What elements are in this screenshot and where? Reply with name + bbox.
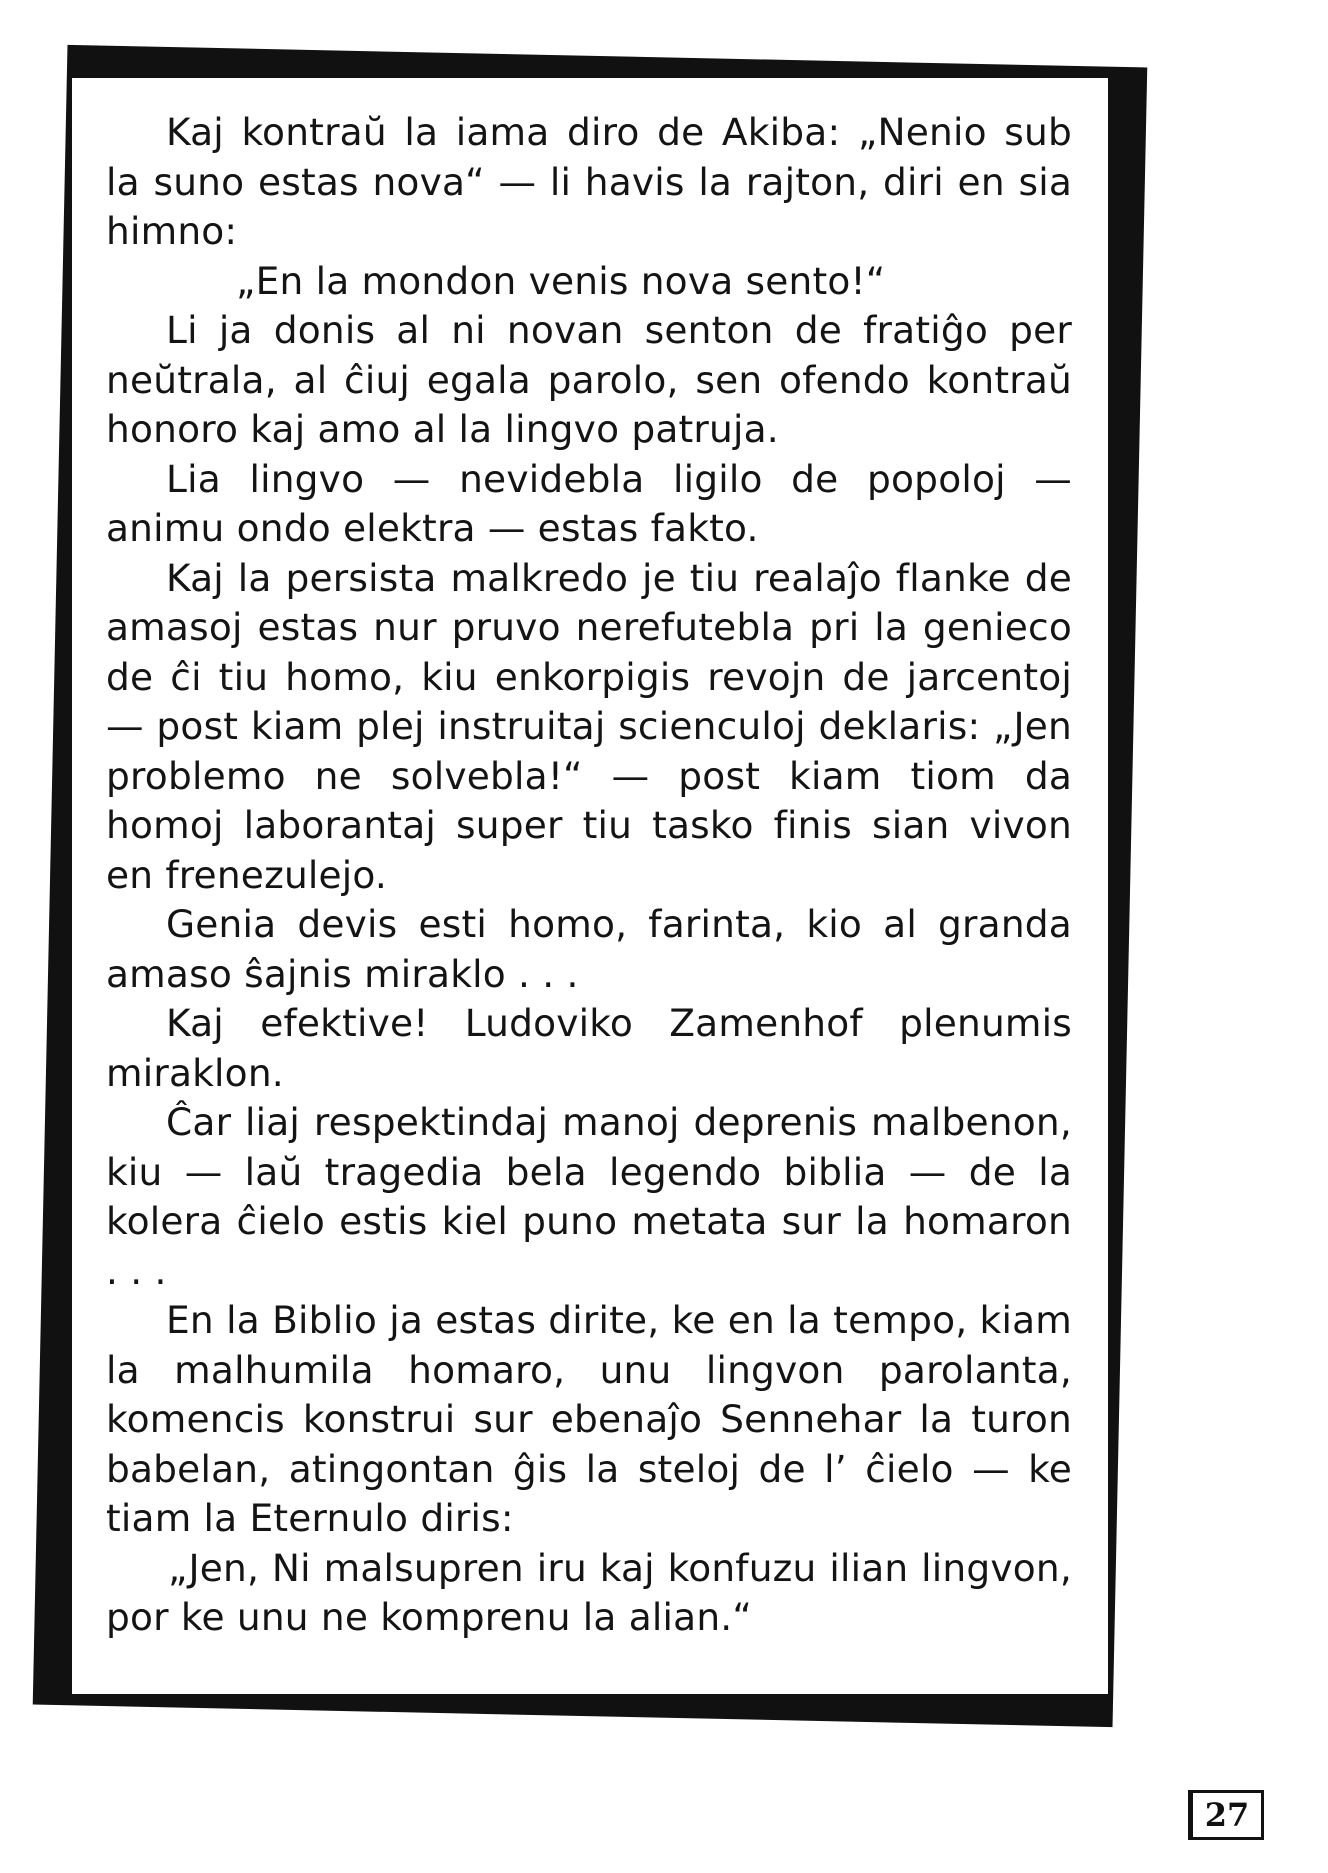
paragraph-1: Kaj kontraŭ la iama diro de Akiba: „Nenio sub la suno estas nova“ — li havis la rajton, diri en sia himno:: [106, 110, 1072, 253]
paragraph-4: Kaj la persista malkredo je tiu realaĵo flanke de amasoj estas nur pruvo nerefutebla pri la genieco de ĉi tiu homo, kiu enkorpigis revojn de jarcentoj — post kiam plej instruitaj scienculoj deklaris: „Jen problemo ne solvebla!“ — post kiam tiom da homoj laborantaj super tiu tasko finis sian vivon en frenezulejo.: [106, 555, 1072, 897]
paragraph-8: En la Biblio ja estas dirite, ke en la tempo, kiam la malhumila homaro, unu lingvon parolanta, komencis konstrui sur ebenaĵo Sennehar la turon babelan, atingontan ĝis la steloj de l’ ĉielo — ke tiam la Eternulo diris:: [106, 1298, 1072, 1540]
paragraph-3: Lia lingvo — nevidebla ligilo de popoloj — animu ondo elektra — estas fakto.: [106, 456, 1072, 550]
hymn-quote: „En la mondon venis nova sento!“: [236, 258, 886, 303]
page-number: 27: [1188, 1790, 1264, 1840]
paragraph-2: Li ja donis al ni novan senton de fratiĝo per neŭtrala, al ĉiuj egala parolo, sen ofendo kontraŭ honoro kaj amo al la lingvo patruja.: [106, 308, 1072, 451]
paragraph-5: Genia devis esti homo, farinta, kio al granda amaso ŝajnis miraklo . . .: [106, 902, 1072, 996]
paragraph-7: Ĉar liaj respektindaj manoj deprenis malbenon, kiu — laŭ tragedia bela legendo biblia — de la kolera ĉielo estis kiel puno metata sur la homaron . . .: [106, 1100, 1072, 1293]
paragraph-6: Kaj efektive! Ludoviko Zamenhof plenumis miraklon.: [106, 1001, 1072, 1095]
text-panel: [72, 78, 1108, 1694]
page-frame: [33, 45, 1148, 1727]
bible-quote: „Jen, Ni malsupren iru kaj konfuzu ilian lingvon, por ke unu ne komprenu la alian.“: [106, 1545, 1072, 1639]
